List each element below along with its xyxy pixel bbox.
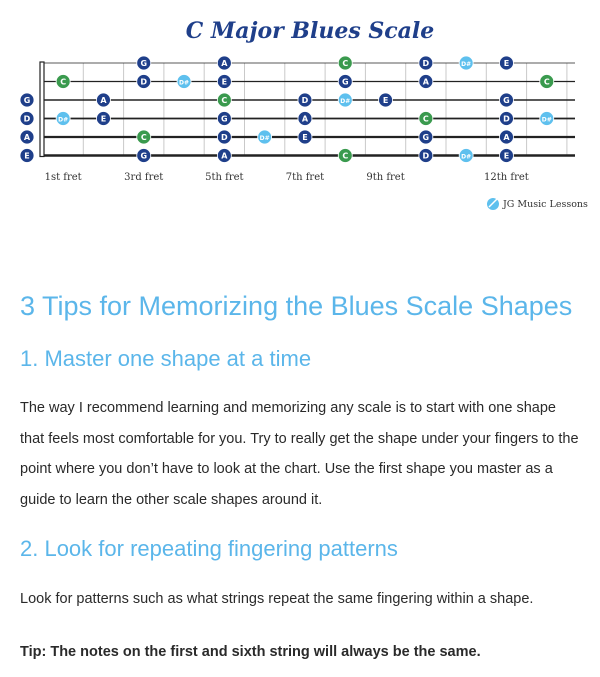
note-label: A [221, 151, 228, 161]
scale-note [338, 149, 352, 163]
note-label: E [503, 59, 510, 68]
note-label: A [422, 77, 429, 87]
fret-label: 12th fret [484, 172, 529, 183]
note-label: E [24, 151, 30, 161]
scale-note [217, 149, 231, 163]
fret-labels [45, 172, 529, 183]
blues-scale-diagram [0, 0, 600, 222]
fret-label: 3rd fret [124, 172, 164, 183]
scale-note [499, 56, 513, 70]
note-label: G [140, 59, 148, 68]
note-label: D# [541, 116, 552, 124]
note-label: G [503, 96, 510, 105]
note-label: E [382, 96, 389, 105]
scale-note [20, 93, 34, 107]
note-label: C [342, 59, 349, 68]
scale-note [338, 75, 352, 89]
note-label: D# [461, 153, 472, 161]
scale-note [499, 112, 513, 126]
note-label: G [422, 133, 430, 142]
note-label: D# [58, 116, 69, 124]
note-label: A [301, 114, 309, 124]
nut [40, 62, 44, 157]
scale-note [96, 93, 110, 107]
note-label: A [503, 133, 510, 142]
note-label: D [301, 96, 309, 105]
note-label: E [221, 77, 228, 87]
note-label: A [100, 96, 107, 105]
note-label: D [503, 114, 510, 124]
note-label: G [341, 77, 349, 87]
note-label: E [100, 114, 107, 124]
section-title: 3 Tips for Memorizing the Blues Scale Shapes [20, 291, 573, 321]
scale-notes [20, 56, 554, 163]
tip-2-heading: 2. Look for repeating fingering patterns [20, 536, 398, 561]
note-label: D# [259, 135, 270, 142]
scale-note [56, 112, 70, 126]
note-label: C [60, 77, 67, 87]
scale-note [217, 130, 231, 144]
scale-note [137, 75, 151, 89]
scale-note [298, 112, 312, 126]
fret-label: 1st fret [44, 172, 82, 183]
note-label: D [422, 151, 430, 161]
fretboard-svg [0, 0, 600, 222]
scale-note [217, 112, 231, 126]
note-label: A [23, 133, 31, 142]
note-label: G [23, 96, 31, 105]
scale-note [217, 75, 231, 89]
scale-note [419, 149, 433, 163]
note-label: D# [461, 61, 472, 68]
scale-note [137, 130, 151, 144]
note-label: D [23, 114, 31, 124]
note-label: C [221, 96, 228, 105]
brand-logo[interactable] [487, 198, 588, 210]
note-label: D [221, 133, 228, 142]
scale-note [20, 149, 34, 163]
scale-note [137, 149, 151, 163]
scale-note [338, 93, 352, 107]
tip-note: Tip: The notes on the first and sixth string will always be the same. [20, 644, 481, 660]
scale-note [96, 112, 110, 126]
scale-note [20, 130, 34, 144]
scale-note [540, 75, 554, 89]
note-label: D [422, 59, 430, 68]
scale-note [20, 112, 34, 126]
brand-name: JG Music Lessons [503, 199, 588, 210]
note-label: D# [340, 98, 351, 105]
scale-note [56, 75, 70, 89]
note-label: D# [179, 79, 190, 87]
note-label: C [140, 133, 147, 142]
scale-note [419, 130, 433, 144]
scale-note [298, 93, 312, 107]
scale-note [298, 130, 312, 144]
scale-note [419, 75, 433, 89]
note-label: A [221, 59, 228, 68]
scale-note [137, 56, 151, 70]
scale-note [419, 112, 433, 126]
note-label: D [140, 77, 148, 87]
tip-1-body: The way I recommend learning and memorizing any scale is to start with one shape that feels most comfortable for you. Try to really get the shape under your fingers to the point where you don’t have to look at the chart. Use the first shape you master as a guide to learn the other scale shapes around it. [20, 400, 579, 508]
scale-note [258, 130, 272, 144]
note-label: C [342, 151, 349, 161]
fret-label: 9th fret [366, 172, 405, 183]
note-label: C [543, 77, 550, 87]
diagram-title: C Major Blues Scale [185, 18, 435, 44]
fret-label: 7th fret [285, 172, 325, 183]
note-label: E [302, 133, 308, 142]
scale-note [217, 93, 231, 107]
scale-note [338, 56, 352, 70]
note-label: C [422, 114, 429, 124]
scale-note [217, 56, 231, 70]
scale-note [499, 149, 513, 163]
scale-note [459, 149, 473, 163]
tip-1-heading: 1. Master one shape at a time [20, 346, 312, 371]
scale-note [459, 56, 473, 70]
note-label: G [140, 151, 148, 161]
scale-note [499, 130, 513, 144]
scale-note [419, 56, 433, 70]
note-label: G [221, 114, 228, 124]
scale-note [540, 112, 554, 126]
scale-note [499, 93, 513, 107]
fret-label: 5th fret [205, 172, 244, 183]
scale-note [177, 75, 191, 89]
note-label: E [503, 151, 510, 161]
scale-note [379, 93, 393, 107]
tip-2-body: Look for patterns such as what strings repeat the same fingering within a shape. [20, 591, 534, 607]
